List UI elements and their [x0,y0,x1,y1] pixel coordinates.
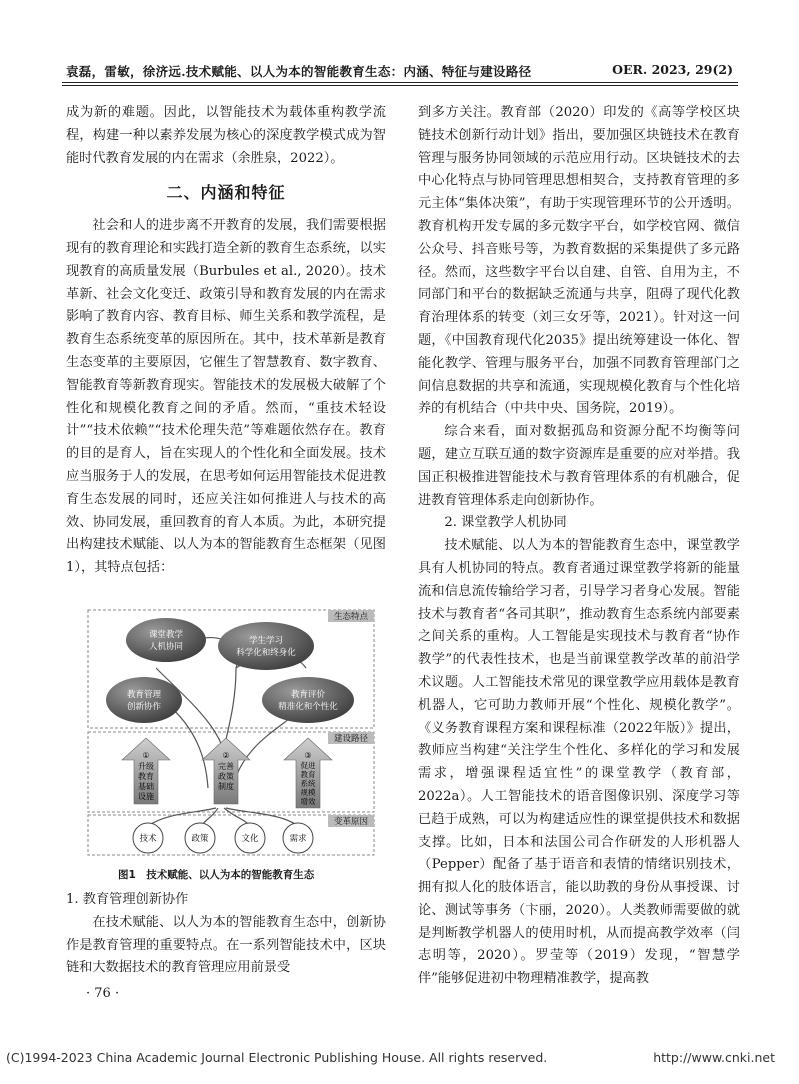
left-paragraph-3: 在技术赋能、以人为本的智能教育生态中，创新协作是教育管理的重要特点。在一系列智能技术中，区块链和大数据技术的教育管理应用前景受 [66,914,386,976]
svg-text:教育管理: 教育管理 [126,690,162,700]
svg-text:需求: 需求 [289,834,307,844]
left-column-lower [66,889,386,980]
svg-text:教育: 教育 [300,770,316,779]
layer-label-paths: 建设路径 [333,734,369,744]
svg-text:创新协作: 创新协作 [126,702,162,712]
svg-text:促进: 促进 [300,761,316,770]
svg-text:政策: 政策 [218,772,234,781]
journal-citation: OER. 2023, 29(2) [612,62,733,77]
svg-text:人机协同: 人机协同 [148,642,184,652]
bubble-learning [218,622,314,670]
svg-text:设施: 设施 [138,792,154,801]
subsection-1-title: 1. 教育管理创新协作 [66,892,189,907]
subsection-2-title: 2. 课堂教学人机协同 [444,515,567,531]
svg-text:基础: 基础 [138,782,154,791]
right-paragraph-2: 综合来看，面对数据孤岛和资源分配不均衡等问题，建立互联互通的数字资源库是重要的应对举措。我国正积极推进智能技术与教育管理体系的有机融合，促进教育管理体系走向创新协作。 [418,424,740,508]
left-paragraph-1: 成为新的难题。因此，以智能技术为载体重构教学流程，构建一种以素养发展为核心的深度教学模式成为智能时代教育发展的内在需求（余胜泉，2022）。 [66,105,386,166]
svg-text:文化: 文化 [241,834,259,844]
svg-text:制度: 制度 [218,782,234,791]
header-rule-thin [62,85,738,86]
path-arrow-1 [122,738,170,804]
left-paragraph-2: 社会和人的进步离不开教育的发展，我们需要根据现有的教育理论和实践打造全新的教育生态系统，以实现教育的高质量发展（Burbules et al., 2020）。技术革新、社会文化变迁、政策引导和教育发展的内在需求影响了教育内容、教育目标、师生关系和教学流程，是教育生态系统变革的原因所在。其中，技术革新是教育生态变革的主要原因，它催生了智慧教育、数字教育、智能教育等新教育现实。智能技术的发展极大破解了个性化和规模化教育之间的矛盾。然而，“重技术轻设计”“技术依赖”“技术伦理失范”等难题依然存在。教育的目的是育人，旨在实现人的个性化和全面发展。技术应当服务于人的发展，在思考如何运用智能技术促进教育生态发展的同时，还应关注如何推进人与技术的高效、协同发展，重回教育的育人本质。为此，本研究提出构建技术赋能、以人为本的智能教育生态框架（见图1），其特点包括： [66,218,386,576]
root-demand [283,823,313,853]
svg-text:教育评价: 教育评价 [290,690,326,700]
bubble-classroom [126,618,206,662]
right-paragraph-1: 到多方关注。教育部（2020）印发的《高等学校区块链技术创新行动计划》指出，要加强区块链技术在教育管理与服务协同领域的示范应用行动。区块链技术的去中心化特点与协同管理思想相契合，支持教育管理的多元主体“集体决策”，有助于实现管理环节的公开透明。教育机构开发专属的多元数字平台，如学校官网、微信公众号、抖音账号等，为教育数据的采集提供了多元路径。然而，这些数字平台以自建、自管、自用为主，不同部门和平台的数据缺乏流通与共享，阻碍了现代化教育治理体系的转变（刘三女牙等，2021）。针对这一问题，《中国教育现代化2035》提出统筹建设一体化、智能化教学、管理与服务平台，加强不同教育管理部门之间信息数据的共享和流通，实现规模化教育与个性化培养的有机结合（中共中央、国务院，2019）。 [418,105,740,417]
path-arrow-2 [202,738,250,804]
header-rule-thick [62,82,738,83]
bubble-evaluation [262,677,354,723]
tree-roots [148,808,298,826]
svg-text:学生学习: 学生学习 [248,636,284,646]
svg-text:③: ③ [304,751,312,760]
figure-caption: 图1 技术赋能、以人为本的智能教育生态 [118,869,315,881]
figure-ecosystem-diagram [86,608,376,858]
svg-text:增效: 增效 [300,797,316,806]
layer-label-features: 生态特点 [333,612,369,622]
left-column [66,102,386,580]
page-number: · 76 · [86,986,120,1001]
copyright-notice: (C)1994-2023 China Academic Journal Electronic Publishing House. All rights reserved. [6,1050,548,1065]
right-paragraph-3: 技术赋能、以人为本的智能教育生态中，课堂教学具有人机协同的特点。教育者通过课堂教学将新的能量流和信息流传输给学习者，引导学习者身心发展。智能技术与教育者“各司其职”，推动教育生态系统内部要素之间关系的重构。人工智能是实现技术与教育者“协作教学”的代表性技术，也是当前课堂教学改革的前沿学术议题。人工智能技术常见的课堂教学应用载体是教育机器人，它可助力教师开展“个性化、规模化教学”。《义务教育课程方案和课程标准（2022年版）》提出，教师应当构建“关注学生个性化、多样化的学习和发展需求，增强课程适宜性”的课堂教学（教育部，2022a）。人工智能技术的语音图像识别、深度学习等已趋于成熟，可以为构建适应性的课堂提供技术和数据支撑。比如，日本和法国公司合作研发的人形机器人（Pepper）配备了基于语音和表情的情绪识别技术，拥有拟人化的肢体语言，能以助教的身份从事授课、讨论、测试等事务（卞丽，2020）。人类教师需要做的就是判断教学机器人的使用时机，从而提高教学效率（闫志明等，2020）。罗莹等（2019）发现，“智慧学伴”能够促进初中物理精准教学，提高教 [418,538,740,987]
svg-text:完善: 完善 [218,762,234,771]
svg-text:政策: 政策 [191,834,209,844]
right-column [418,102,740,991]
svg-text:科学化和终身化: 科学化和终身化 [236,648,296,658]
svg-text:①: ① [142,751,150,760]
svg-text:系统: 系统 [300,779,316,788]
path-arrow-3 [284,738,332,808]
svg-text:②: ② [222,751,230,760]
cnki-url: http://www.cnki.net [653,1050,775,1065]
bubble-management [106,677,182,723]
svg-text:教育: 教育 [138,772,154,781]
svg-text:技术: 技术 [139,834,157,844]
svg-text:精准化和个性化: 精准化和个性化 [278,702,338,712]
layer-label-causes: 变革原因 [333,817,369,827]
svg-text:课堂教学: 课堂教学 [148,630,184,640]
root-technology [133,823,163,853]
svg-text:规模: 规模 [300,788,316,797]
root-policy [185,823,215,853]
section-title: 二、内涵和特征 [166,183,286,203]
root-culture [235,823,265,853]
running-title: 袁磊，雷敏，徐济远.技术赋能、以人为本的智能教育生态：内涵、特征与建设路径 [66,64,532,79]
svg-text:升级: 升级 [138,762,154,771]
